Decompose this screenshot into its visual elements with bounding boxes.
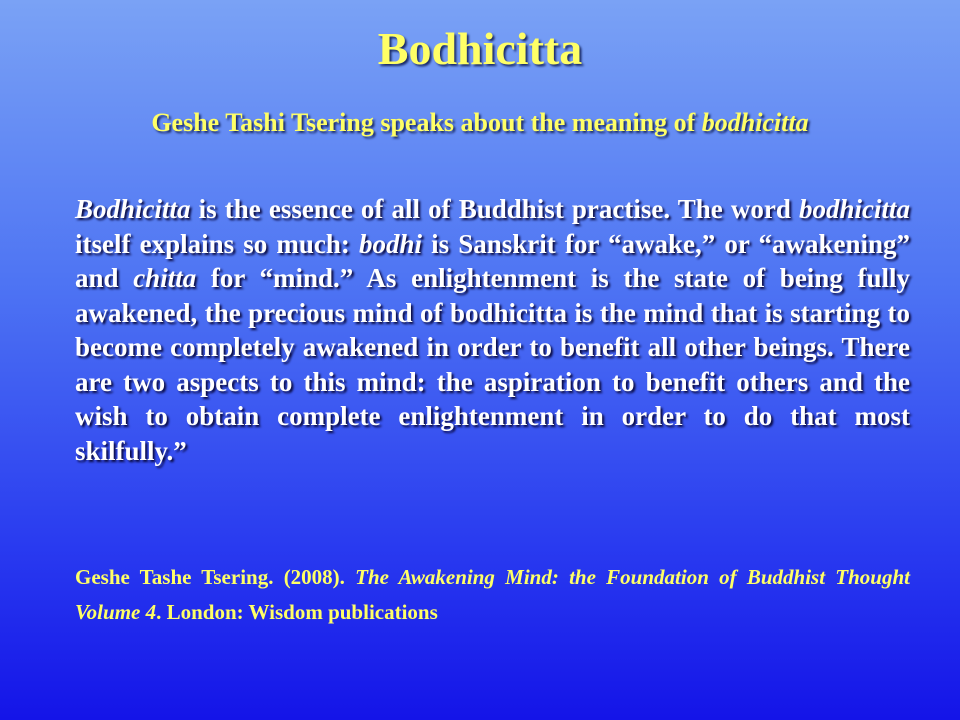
quote-segment: Bodhicitta (75, 194, 191, 224)
subtitle-italic-term: bodhicitta (701, 108, 809, 137)
citation-book-title: The Awakening Mind: the Foundation of Buddhist Thought Volume 4 (75, 565, 910, 624)
citation-author: Geshe Tashe Tsering. (2008). (75, 565, 356, 589)
citation (75, 560, 910, 630)
quote-segment: itself explains so much: (75, 228, 359, 259)
quote-segment: for “mind.” As enlightenment is the state of being fully awakened, the precious mind of bodhicitta is the mind that is starting to become completely awakened in order to benefit all other beings. There are two aspects to this mind: the aspiration to benefit others and the wish to obtain complete enlightenment in order to do that most skilfully.” (75, 263, 910, 466)
citation-publisher: . London: Wisdom publications (156, 600, 438, 624)
slide-title: Bodhicitta (377, 23, 583, 74)
quote-segment: is Sanskrit for “awake,” or “awakening” and (75, 228, 910, 293)
quote-segment: is the essence of all of Buddhist practise. The word (190, 194, 799, 224)
quote-segment: chitta (133, 263, 197, 293)
slide-subtitle (0, 108, 960, 138)
quote-paragraph (75, 192, 910, 468)
subtitle-text: Geshe Tashi Tsering speaks about the meaning of (151, 108, 702, 137)
quote-segment: bodhicitta (798, 194, 910, 224)
quote-segment: bodhi (358, 228, 422, 259)
